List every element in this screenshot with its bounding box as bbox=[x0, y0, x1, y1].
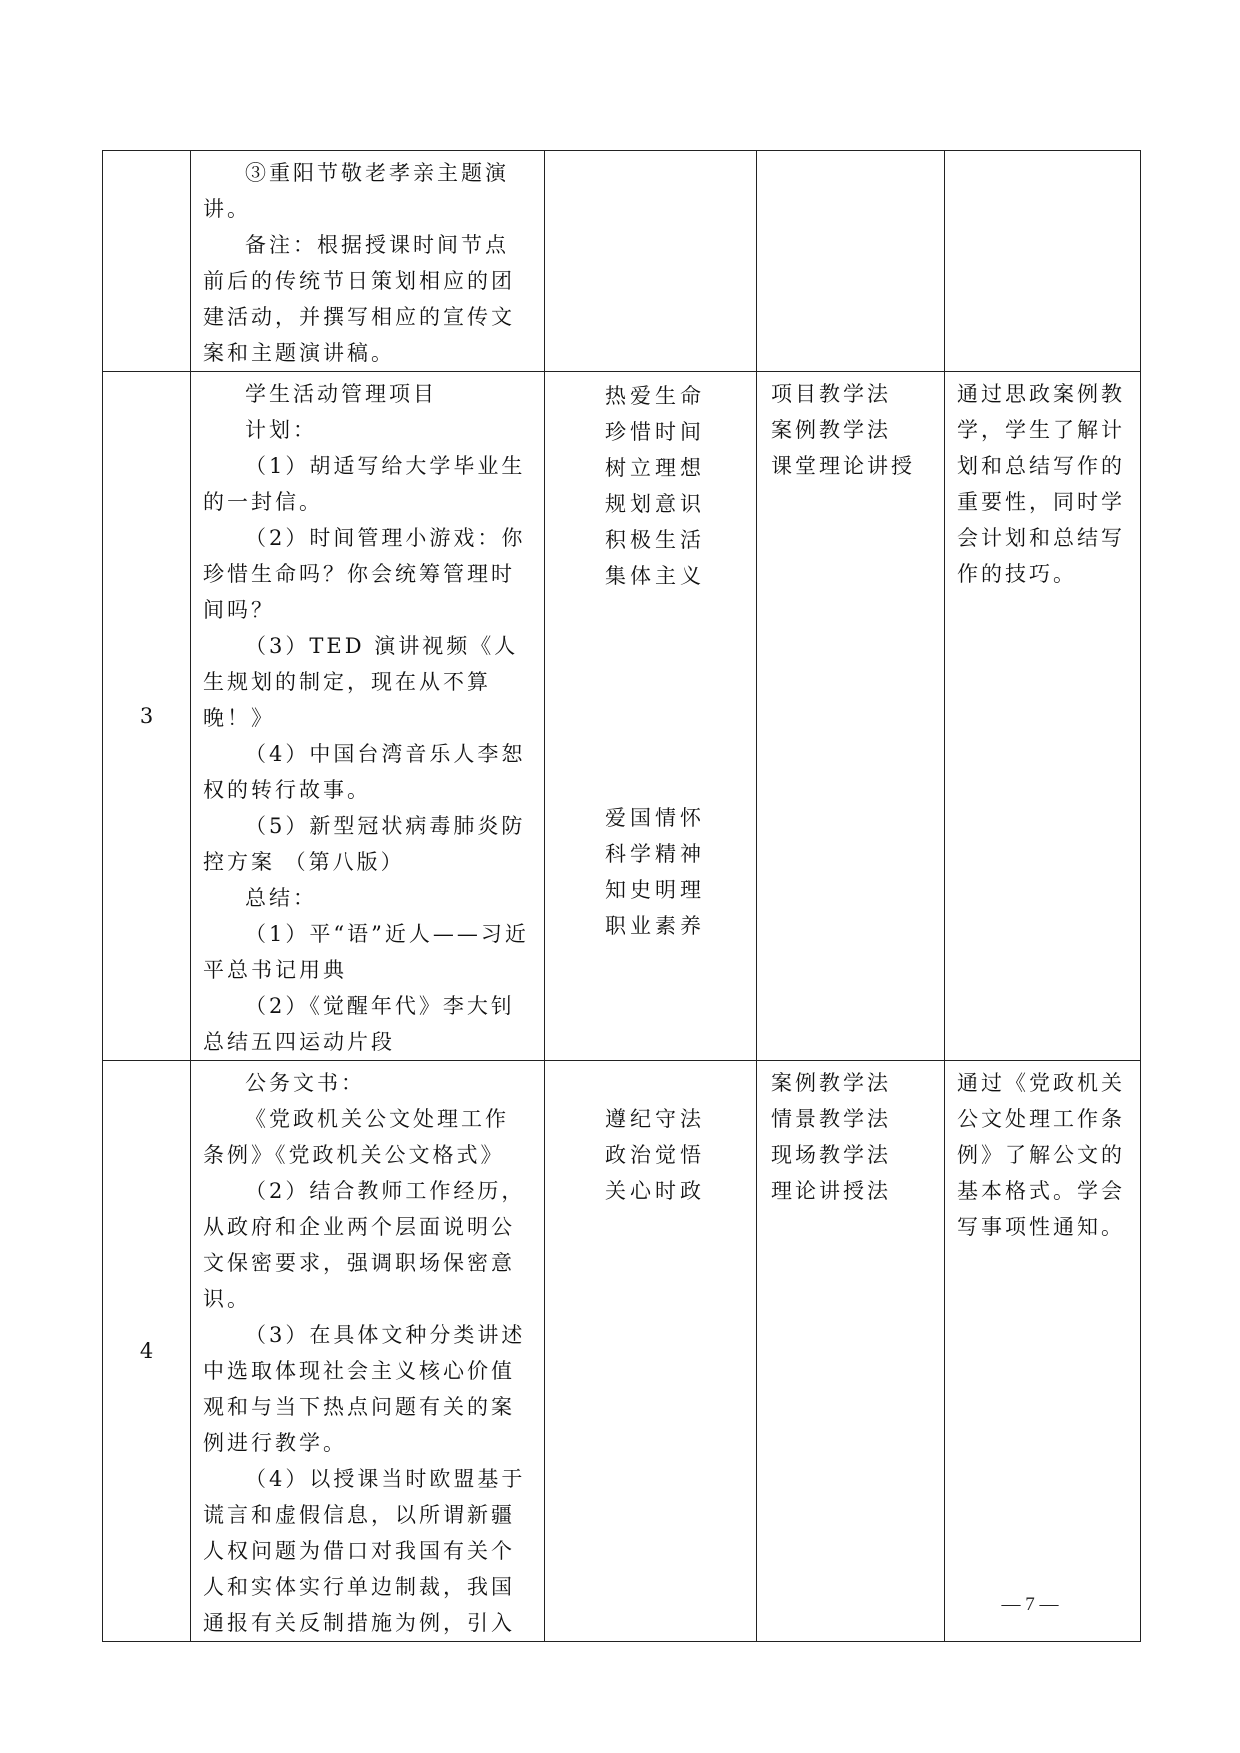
method-item: 案例教学法 bbox=[771, 1071, 891, 1095]
method-item: 项目教学法 bbox=[771, 382, 891, 406]
method-item: 理论讲授法 bbox=[771, 1179, 891, 1203]
objectives-text: 通过《党政机关公文处理工作条例》了解公文的基本格式。学会写事项性通知。 bbox=[957, 1071, 1125, 1239]
content-line: 总结： bbox=[245, 886, 317, 910]
content-line: （2）结合教师工作经历，从政府和企业两个层面说明公文保密要求，强调职场保密意识。 bbox=[203, 1179, 526, 1311]
row-number bbox=[103, 151, 191, 372]
content-line: （2）《觉醒年代》李大钊总结五四运动片段 bbox=[203, 994, 515, 1054]
objectives-cell bbox=[945, 372, 1141, 1061]
content-line: ③重阳节敬老孝亲主题演讲。 bbox=[203, 161, 509, 221]
element-item: 政治觉悟 bbox=[605, 1143, 705, 1167]
element-item: 树立理想 bbox=[605, 456, 705, 480]
objectives-cell bbox=[945, 151, 1141, 372]
spacer bbox=[605, 594, 756, 800]
element-item: 集体主义 bbox=[605, 564, 705, 588]
element-item: 知史明理 bbox=[605, 878, 705, 902]
element-item: 爱国情怀 bbox=[605, 806, 705, 830]
method-item: 案例教学法 bbox=[771, 418, 891, 442]
objectives-cell bbox=[945, 1061, 1141, 1642]
method-item: 现场教学法 bbox=[771, 1143, 891, 1167]
element-item: 遵纪守法 bbox=[605, 1107, 705, 1131]
content-line: （2）时间管理小游戏：你珍惜生命吗？你会统筹管理时间吗？ bbox=[203, 526, 526, 622]
table-row bbox=[103, 372, 1141, 1061]
content-line: 计划： bbox=[245, 418, 317, 442]
element-item: 珍惜时间 bbox=[605, 420, 705, 444]
content-line: （3）在具体文种分类讲述中选取体现社会主义核心价值观和与当下热点问题有关的案例进行教学。 bbox=[203, 1323, 526, 1455]
table-row bbox=[103, 1061, 1141, 1642]
element-item: 科学精神 bbox=[605, 842, 705, 866]
course-plan-table bbox=[102, 150, 1141, 1642]
element-item: 热爱生命 bbox=[605, 384, 705, 408]
element-item: 规划意识 bbox=[605, 492, 705, 516]
objectives-text: 通过思政案例教学，学生了解计划和总结写作的重要性，同时学会计划和总结写作的技巧。 bbox=[957, 382, 1125, 586]
content-cell bbox=[191, 151, 545, 372]
content-line: （1）平“语”近人——习近平总书记用典 bbox=[203, 922, 529, 982]
content-cell bbox=[191, 1061, 545, 1642]
content-cell bbox=[191, 372, 545, 1061]
element-item: 关心时政 bbox=[605, 1179, 705, 1203]
method-item: 课堂理论讲授 bbox=[771, 454, 915, 478]
elements-cell bbox=[545, 372, 757, 1061]
methods-cell bbox=[757, 372, 945, 1061]
table-row bbox=[103, 151, 1141, 372]
row-number: 4 bbox=[103, 1061, 191, 1642]
methods-cell bbox=[757, 151, 945, 372]
content-line: （1）胡适写给大学毕业生的一封信。 bbox=[203, 454, 526, 514]
content-line: （4）以授课当时欧盟基于谎言和虚假信息，以所谓新疆人权问题为借口对我国有关个人和实体实行单边制裁，我国通报有关反制措施为例，引入 bbox=[203, 1467, 526, 1635]
content-line: 学生活动管理项目 bbox=[245, 382, 437, 406]
content-line: 备注：根据授课时间节点前后的传统节日策划相应的团建活动，并撰写相应的宣传文案和主题演讲稿。 bbox=[203, 233, 515, 365]
element-item: 职业素养 bbox=[605, 914, 705, 938]
method-item: 情景教学法 bbox=[771, 1107, 891, 1131]
content-line: （4）中国台湾音乐人李恕权的转行故事。 bbox=[203, 742, 526, 802]
methods-cell bbox=[757, 1061, 945, 1642]
content-line: 公务文书： bbox=[245, 1071, 365, 1095]
elements-cell bbox=[545, 151, 757, 372]
row-number: 3 bbox=[103, 372, 191, 1061]
content-line: （3）TED 演讲视频《人生规划的制定，现在从不算晚！》 bbox=[203, 634, 519, 730]
content-line: （5）新型冠状病毒肺炎防控方案 （第八版） bbox=[203, 814, 526, 874]
content-line: 《党政机关公文处理工作条例》《党政机关公文格式》 bbox=[203, 1107, 509, 1167]
element-item: 积极生活 bbox=[605, 528, 705, 552]
elements-cell bbox=[545, 1061, 757, 1642]
page-number: — 7 — bbox=[1001, 1594, 1059, 1615]
